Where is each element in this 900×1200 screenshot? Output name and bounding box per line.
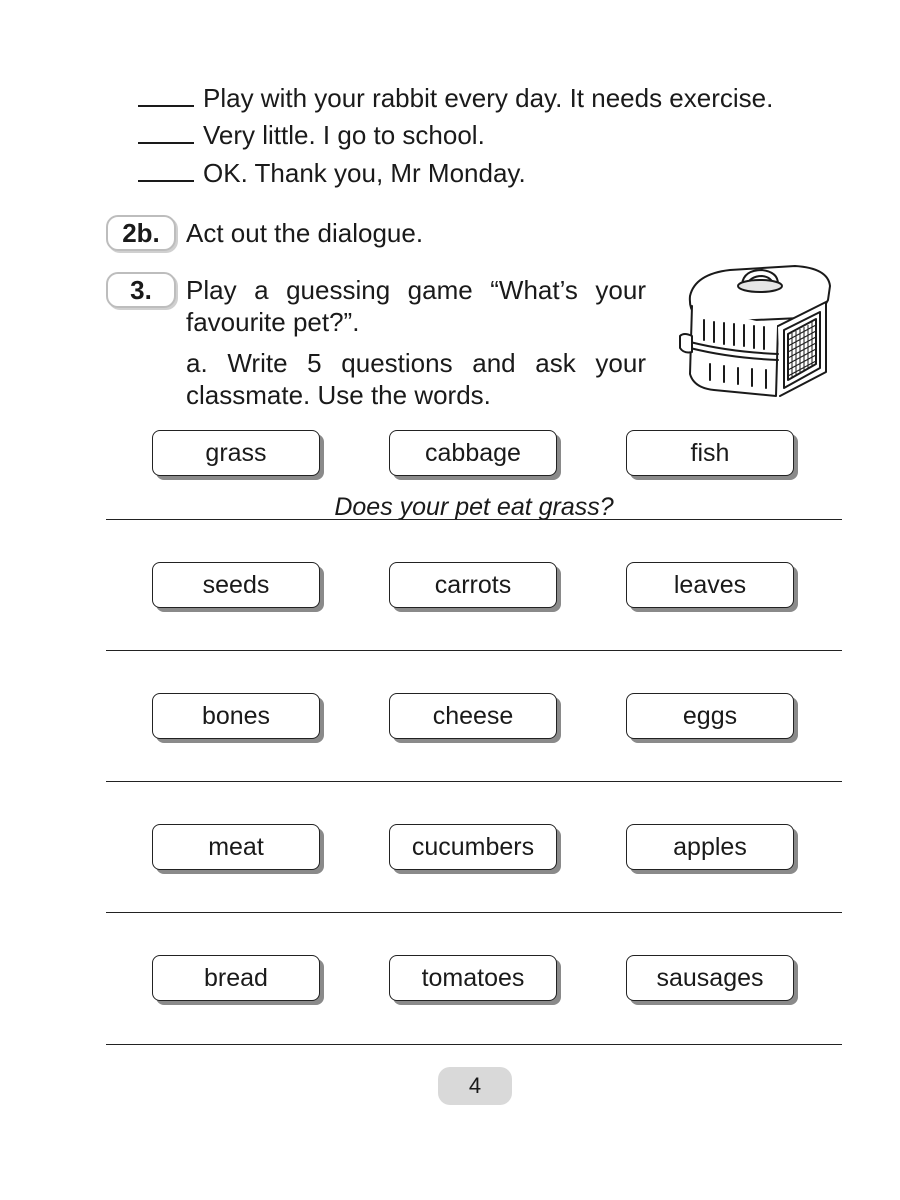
- word-box-bread: bread: [152, 955, 320, 1001]
- dialogue-line-2: [138, 120, 485, 150]
- writing-line-3[interactable]: [106, 781, 842, 782]
- exercise-badge-3: 3.: [106, 272, 176, 308]
- dialogue-line-1: [138, 83, 773, 113]
- dialogue-text: Very little. I go to school.: [203, 120, 485, 150]
- word-box-meat: meat: [152, 824, 320, 870]
- exercise-badge-2b: 2b.: [106, 215, 176, 251]
- word-box-seeds: seeds: [152, 562, 320, 608]
- word-box-cucumbers: cucumbers: [389, 824, 557, 870]
- word-box-eggs: eggs: [626, 693, 794, 739]
- exercise-3-task: [186, 347, 646, 411]
- word-box-cheese: cheese: [389, 693, 557, 739]
- dialogue-text: Play with your rabbit every day. It needs exercise.: [203, 83, 774, 113]
- dialogue-line-3: [138, 158, 526, 188]
- writing-line-4[interactable]: [106, 912, 842, 913]
- writing-line-2[interactable]: [106, 650, 842, 651]
- dialogue-text: OK. Thank you, Mr Monday.: [203, 158, 526, 188]
- answer-blank-2[interactable]: [138, 124, 194, 144]
- instruction-line: favourite pet?”.: [186, 307, 360, 337]
- task-line: classmate. Use the words.: [186, 380, 491, 410]
- word-box-grass: grass: [152, 430, 320, 476]
- example-answer: Does your pet eat grass?: [334, 493, 614, 521]
- word-box-cabbage: cabbage: [389, 430, 557, 476]
- word-box-carrots: carrots: [389, 562, 557, 608]
- word-box-bones: bones: [152, 693, 320, 739]
- instruction-line: Play a guessing game “What’s your: [186, 275, 646, 305]
- exercise-3-instruction: [186, 274, 646, 338]
- writing-line-1[interactable]: [106, 519, 842, 520]
- pet-carrier-icon: [670, 256, 840, 406]
- word-box-tomatoes: tomatoes: [389, 955, 557, 1001]
- writing-line-5[interactable]: [106, 1044, 842, 1045]
- word-box-leaves: leaves: [626, 562, 794, 608]
- word-box-sausages: sausages: [626, 955, 794, 1001]
- answer-blank-3[interactable]: [138, 162, 194, 182]
- page-number: 4: [438, 1067, 512, 1105]
- answer-blank-1[interactable]: [138, 87, 194, 107]
- word-box-fish: fish: [626, 430, 794, 476]
- exercise-2b-instruction: Act out the dialogue.: [186, 218, 424, 248]
- word-box-apples: apples: [626, 824, 794, 870]
- task-line: a. Write 5 questions and ask your: [186, 348, 646, 378]
